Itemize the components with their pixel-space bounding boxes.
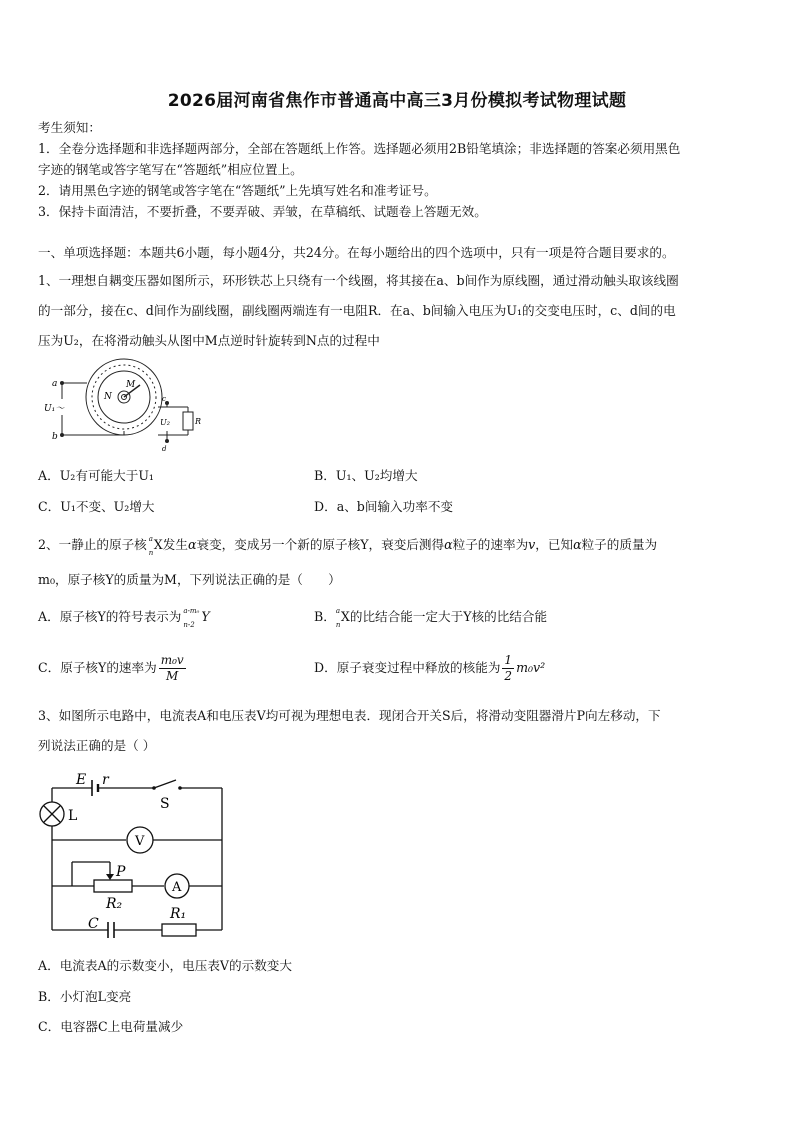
question-1-text: 压为U₂，在将滑动触头从图中M点逆时针旋转到N点的过程中 xyxy=(38,333,380,348)
label-c: C xyxy=(88,916,99,932)
question-1-option-b[interactable]: B．U₁、U₂均增大 xyxy=(314,468,418,483)
rheostat-r2 xyxy=(94,880,132,892)
question-1-text: 1、一理想自耦变压器如图所示，环形铁芯上只绕有一个线圈，将其接在a、b间作为原线圈，通过滑动触头取该线圈 xyxy=(38,273,679,288)
label-e: E xyxy=(76,772,87,788)
notice-heading: 考生须知： xyxy=(38,120,101,135)
label-m: M xyxy=(126,380,136,390)
page-title: 2026届河南省焦作市普通高中高三3月份模拟考试物理试题 xyxy=(167,91,627,111)
question-2-option-b[interactable]: B． a n X的比结合能一定大于Y核的比结合能 xyxy=(314,607,548,629)
label-s: S xyxy=(160,796,170,812)
label-v: V xyxy=(135,834,145,849)
label-b: b xyxy=(52,432,58,442)
terminal-b xyxy=(60,433,64,437)
slider-arrow xyxy=(106,874,114,880)
label-u2: U₂ xyxy=(160,418,170,427)
label-r2: R₂ xyxy=(106,896,123,912)
switch-blade xyxy=(154,780,176,788)
terminal-d xyxy=(165,439,169,443)
notice-item: 2．请用黑色字迹的钢笔或答字笔在“答题纸”上先填写姓名和准考证号。 xyxy=(38,183,437,198)
label-r1: R₁ xyxy=(170,906,187,922)
section-heading: 一、单项选择题：本题共6小题，每小题4分，共24分。在每小题给出的四个选项中，只有一项是符合题目要求的。 xyxy=(38,245,675,260)
label-d: d xyxy=(162,445,167,453)
resistor-r1 xyxy=(162,924,196,936)
transformer-figure xyxy=(40,355,210,455)
question-3-option-b[interactable]: B．小灯泡L变亮 xyxy=(38,989,132,1004)
question-1-option-a[interactable]: A．U₂有可能大于U₁ xyxy=(38,468,154,483)
label-a: a xyxy=(52,379,58,389)
label-n: N xyxy=(104,392,112,402)
question-1-option-c[interactable]: C．U₁不变、U₂增大 xyxy=(38,499,155,514)
switch-contact xyxy=(178,786,182,790)
label-c: c xyxy=(162,395,166,403)
question-2-option-d[interactable]: D．原子衰变过程中释放的核能为 $\frac{1}{2}$ m₀v² xyxy=(314,653,546,683)
notice-item: 字迹的钢笔或答字笔写在“答题纸”相应位置上。 xyxy=(38,162,303,177)
question-1-option-d[interactable]: D．a、b间输入功率不变 xyxy=(314,499,454,514)
question-3-option-c[interactable]: C．电容器C上电荷量减少 xyxy=(38,1019,184,1034)
label-r-internal: r xyxy=(102,772,109,788)
notice-item: 1．全卷分选择题和非选择题两部分，全部在答题纸上作答。选择题必须用2B铅笔填涂；非选择题的答案必须用黑色 xyxy=(38,141,681,156)
question-2-line-2: m₀，原子核Y的质量为M，下列说法正确的是（ ） xyxy=(38,572,341,587)
terminal-a xyxy=(60,381,64,385)
circuit-figure xyxy=(36,768,236,948)
label-a: A xyxy=(172,880,182,895)
label-r: R xyxy=(195,417,202,426)
question-3-text: 列说法正确的是（ ） xyxy=(38,738,156,753)
question-2-option-c[interactable]: C．原子核Y的速率为 $\frac{\text{m₀v}}{M}$ xyxy=(38,653,184,683)
resistor-r xyxy=(183,412,193,430)
question-1-text: 的一部分，接在c、d间作为副线圈，副线圈两端连有一电阻R．在a、b间输入电压为U₁的交变电压时，c、d间的电 xyxy=(38,303,676,318)
label-l: L xyxy=(68,808,78,824)
notice-item: 3．保持卡面清洁，不要折叠，不要弄破、弄皱，在草稿纸、试题卷上答题无效。 xyxy=(38,204,487,219)
switch-pivot xyxy=(152,786,156,790)
question-2-option-a[interactable]: A．原子核Y的符号表示为 a-m₀ n-2 Y xyxy=(38,607,210,629)
label-u1: U₁～ xyxy=(44,404,65,414)
question-3-option-a[interactable]: A．电流表A的示数变小，电压表V的示数变大 xyxy=(38,958,292,973)
question-3-text: 3、如图所示电路中，电流表A和电压表V均可视为理想电表．现闭合开关S后，将滑动变阻器滑片P向左移动，下 xyxy=(38,708,661,723)
label-p: P xyxy=(116,864,126,880)
question-2-line-1: 2、一静止的原子核 a n X发生α衰变，变成另一个新的原子核Y，衰变后测得α粒子的速率为v，已知α粒子的质量为 xyxy=(38,535,658,557)
